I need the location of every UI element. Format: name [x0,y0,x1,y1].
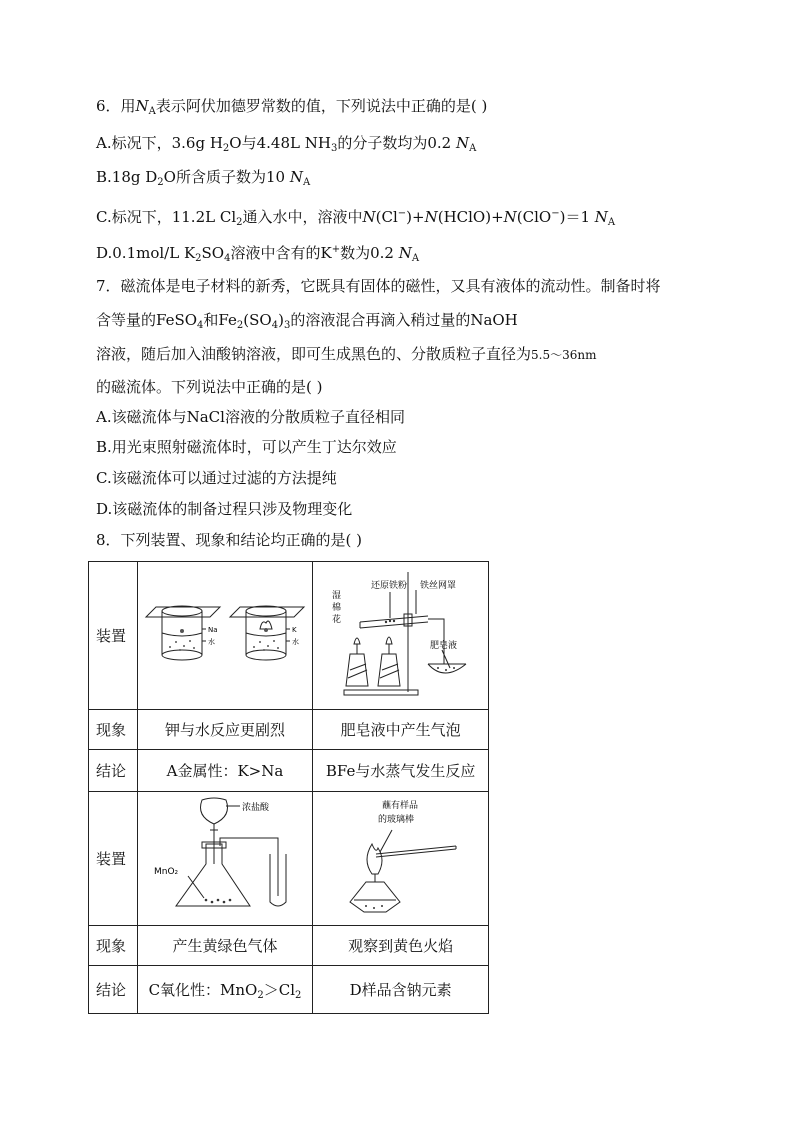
apparatus-a [137,562,313,710]
phenomenon-a: 钾与水反应更剧烈 [137,710,313,750]
question-7-stem-line2: 含等量的FeSO$_4$和$Fe_2(SO_4)_3$的溶液混合再滴入稍过量的NaOH [96,311,518,331]
conclusion-a: A金属性：K>Na [137,750,313,792]
wire-mesh-label: 铁丝网罩 [419,580,456,591]
alkali-metal-water-apparatus [140,589,310,679]
k-label: K [291,625,297,634]
question-6-option-b: B.18g $D_2O$所含质子数为10 $N_A$ [96,168,311,188]
question-7-option-b: B.用光束照射磁流体时，可以产生丁达尔效应 [96,438,397,456]
cotton-label-1: 湿 [331,590,341,601]
apparatus-c [137,792,313,926]
conclusion-d: D样品含钠元素 [313,966,489,1014]
conclusion-b: BFe与水蒸气发生反应 [313,750,489,792]
phenomenon-d: 观察到黄色火焰 [313,926,489,966]
question-7-stem-line4: 的磁流体。下列说法中正确的是( ) [96,378,323,396]
question-6-stem: 6．用$N_A$表示阿伏加德罗常数的值，下列说法中正确的是( ) [96,97,488,117]
question-7-option-c: C.该磁流体可以通过过滤的方法提纯 [96,469,337,487]
rod-label-1: 蘸有样品 [381,800,418,811]
device-header-2: 装置 [89,792,138,926]
cotton-label-2: 棉 [331,602,341,613]
device-header: 装置 [89,562,138,710]
hcl-label: 浓盐酸 [241,802,269,813]
phenomenon-b: 肥皂液中产生气泡 [313,710,489,750]
question-6-option-a: A.标况下，3.6g $H_2O$与4.48L $NH_3$的分子数均为0.2 $N_A$ [96,134,477,154]
phenomenon-header-2: 现象 [89,926,138,966]
iron-steam-apparatus [316,564,486,704]
apparatus-d [313,792,489,926]
water-label-1: 水 [207,637,215,646]
mno2-label: MnO₂ [153,866,179,877]
chlorine-generation-apparatus [140,794,310,920]
question-7-option-a: A.该磁流体与NaCl溶液的分散质粒子直径相同 [96,408,405,426]
experiment-table [88,561,489,1014]
na-label: Na [207,625,218,634]
conclusion-header-2: 结论 [89,966,138,1014]
flame-test-apparatus [316,794,486,920]
question-6-option-c: C.标况下，11.2L $Cl_2$通入水中，溶液中N(Cl−)+N(HClO)+N(ClO−)＝1 $N_A$ [96,208,616,228]
question-8-stem: 8．下列装置、现象和结论均正确的是( ) [96,531,363,549]
question-6-option-d: D.0.1mol/L $K_2SO_4$溶液中含有的K+数为0.2 $N_A$ [96,244,420,264]
rod-label-2: 的玻璃棒 [377,814,414,825]
soap-label: 肥皂液 [429,640,457,651]
phenomenon-header-1: 现象 [89,710,138,750]
question-7-stem-line1: 7．磁流体是电子材料的新秀，它既具有固体的磁性，又具有液体的流动性。制备时将 [96,277,661,295]
question-7-option-d: D.该磁流体的制备过程只涉及物理变化 [96,500,353,518]
iron-powder-label: 还原铁粉 [370,580,407,591]
question-7-stem-line3: 溶液，随后加入油酸钠溶液，即可生成黑色的、分散质粒子直径为5.5～36nm [96,345,597,363]
phenomenon-c: 产生黄绿色气体 [137,926,313,966]
cotton-label-3: 花 [331,614,341,625]
apparatus-b [313,562,489,710]
conclusion-c: C氧化性：$MnO_2>Cl_2$ [137,966,313,1014]
water-label-2: 水 [291,637,299,646]
conclusion-header-1: 结论 [89,750,138,792]
